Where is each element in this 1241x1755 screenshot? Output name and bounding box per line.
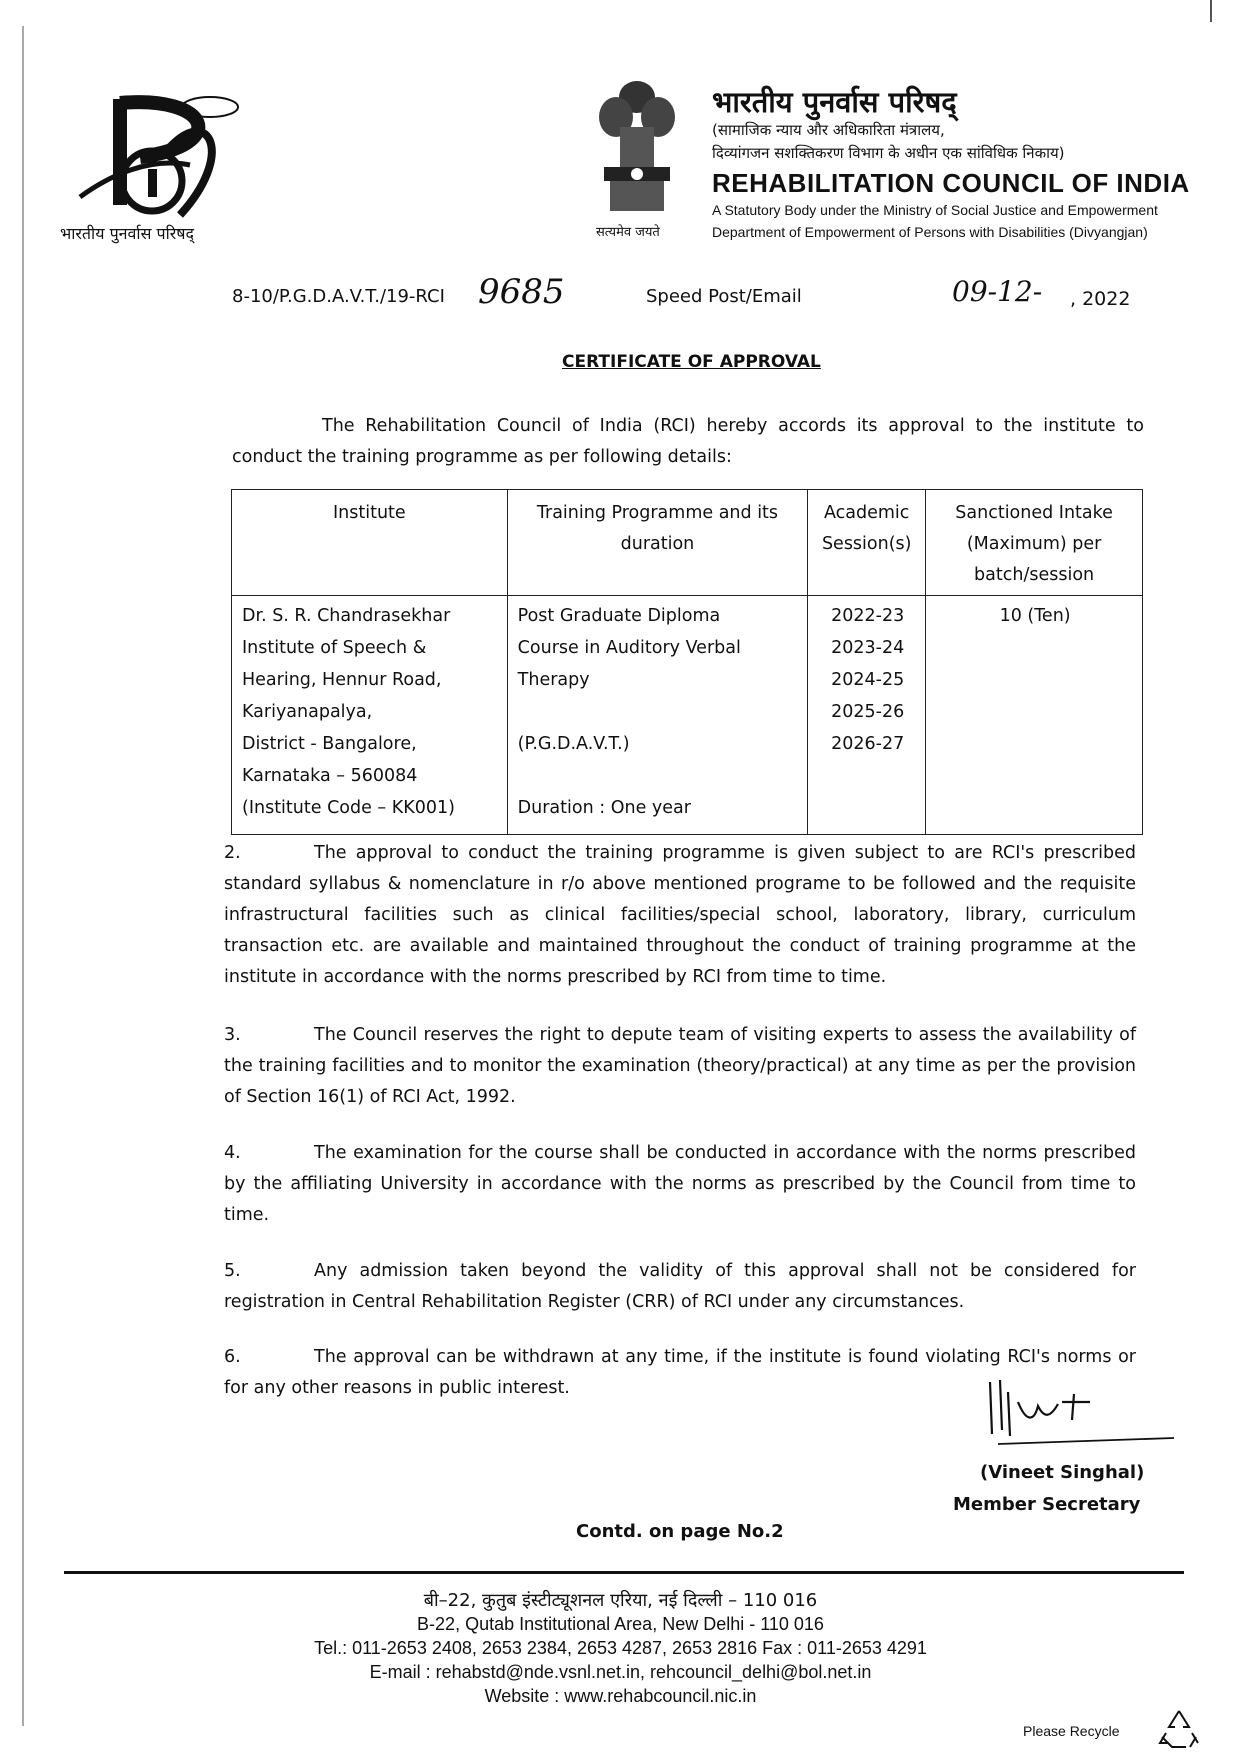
institute-line: Karnataka – 560084 (242, 766, 418, 786)
footer-phone: Tel.: 011-2653 2408, 2653 2384, 2653 4287, 2653 2816 Fax : 011-2653 4291 (314, 1638, 927, 1658)
header-intake: Sanctioned Intake (Maximum) per batch/session (926, 490, 1143, 596)
rci-logo-caption: भारतीय पुनर्वास परिषद् (60, 224, 194, 243)
paragraph-number: 6. (224, 1347, 241, 1367)
session-year: 2025-26 (831, 702, 905, 722)
national-emblem-icon (590, 75, 685, 220)
institute-cell (232, 596, 508, 835)
org-english-subtitle-2: Department of Empowerment of Persons with Disabilities (Divyangjan) (712, 224, 1148, 240)
paragraph-number: 5. (224, 1261, 241, 1281)
programme-line: Course in Auditory Verbal (517, 638, 741, 658)
institute-line: (Institute Code – KK001) (242, 798, 455, 818)
org-english-subtitle-1: A Statutory Body under the Ministry of Social Justice and Empowerment (712, 202, 1158, 218)
paragraph-text: The approval to conduct the training programme is given subject to are RCI's prescribed standard syllabus & nomenclature in r/o above mentioned programe to be followed and the requisite infrastructural facilities such as clinical facilities/special school, laboratory, library, curriculum transaction etc. are available and maintained throughout the conduct of training programme at the institute in accordance with the norms prescribed by RCI from time to time. (224, 843, 1136, 987)
programme-abbreviation: (P.G.D.A.V.T.) (517, 734, 630, 754)
handwritten-dispatch-number: 9685 (478, 272, 565, 312)
paragraph-5 (224, 1256, 1136, 1318)
intro-paragraph: The Rehabilitation Council of India (RCI) hereby accords its approval to the institute to conduct the training programme as per following details: (232, 416, 1144, 467)
header-institute: Institute (232, 490, 508, 596)
header-programme: Training Programme and its duration (507, 490, 808, 596)
handwritten-date: 09-12- (952, 275, 1043, 308)
recycle-icon (1156, 1707, 1202, 1751)
session-year: 2024-25 (831, 670, 905, 690)
footer-email: E-mail : rehabstd@nde.vsnl.net.in, rehcouncil_delhi@bol.net.in (369, 1662, 872, 1682)
session-year: 2026-27 (831, 734, 905, 754)
footer-address-hindi: बी–22, कुतुब इंस्टीट्यूशनल एरिया, नई दिल्ली – 110 016 (423, 1590, 818, 1611)
header-session: Academic Session(s) (808, 490, 926, 596)
signatory-title: Member Secretary (953, 1494, 1141, 1515)
paragraph-text: The Council reserves the right to depute team of visiting experts to assess the availability of the training facilities and to monitor the examination (theory/practical) at any time as per the provision of Section 16(1) of RCI Act, 1992. (224, 1025, 1136, 1107)
paragraph-number: 3. (224, 1025, 241, 1045)
scan-corner-mark (1210, 0, 1212, 22)
institute-line: Dr. S. R. Chandrasekhar (242, 606, 451, 626)
institute-line: District - Bangalore, (242, 734, 417, 754)
org-hindi-subtitle-1: (सामाजिक न्याय और अधिकारिता मंत्रालय, (712, 121, 945, 139)
institute-line: Institute of Speech & (242, 638, 427, 658)
footer-website: Website : www.rehabcouncil.nic.in (484, 1686, 757, 1706)
signature (978, 1372, 1178, 1452)
intake-value: 10 (Ten) (999, 606, 1071, 626)
programme-cell (507, 596, 808, 835)
footer-address-english: B-22, Qutab Institutional Area, New Delhi - 110 016 (417, 1614, 824, 1634)
dispatch-mode: Speed Post/Email (646, 286, 802, 307)
institute-line: Hearing, Hennur Road, (242, 670, 442, 690)
table-header-row (232, 490, 1143, 596)
date-year: , 2022 (1070, 288, 1131, 310)
paragraph-number: 4. (224, 1143, 241, 1163)
org-hindi-name: भारतीय पुनर्वास परिषद् (712, 85, 957, 119)
paragraph-text: The examination for the course shall be conducted in accordance with the norms prescribed by the affiliating University in accordance with the norms as prescribed by the Council from time to time. (224, 1143, 1136, 1225)
recycle-label: Please Recycle (1023, 1723, 1120, 1739)
approval-table (231, 489, 1143, 835)
intake-cell (926, 596, 1143, 835)
institute-line: Kariyanapalya, (242, 702, 373, 722)
session-year: 2023-24 (831, 638, 905, 658)
table-row (232, 596, 1143, 835)
paragraph-text: Any admission taken beyond the validity of this approval shall not be considered for registration in Central Rehabilitation Register (CRR) of RCI under any circumstances. (224, 1261, 1136, 1312)
file-number: 8-10/P.G.D.A.V.T./19-RCI (232, 286, 445, 307)
paragraph-2 (224, 838, 1136, 993)
session-cell (808, 596, 926, 835)
org-english-name: REHABILITATION COUNCIL OF INDIA (712, 168, 1190, 198)
paragraph-text: The approval can be withdrawn at any time, if the institute is found violating RCI's norms or for any other reasons in public interest. (224, 1347, 1136, 1398)
signatory-name: (Vineet Singhal) (980, 1462, 1145, 1483)
org-hindi-subtitle-2: दिव्यांगजन सशक्तिकरण विभाग के अधीन एक सांविधिक निकाय) (712, 144, 1065, 162)
programme-line: Therapy (517, 670, 590, 690)
programme-duration: Duration : One year (517, 798, 691, 818)
continuation-note: Contd. on page No.2 (576, 1521, 784, 1542)
paragraph-4 (224, 1138, 1136, 1231)
footer-divider (64, 1571, 1184, 1574)
paragraph-number: 2. (224, 843, 241, 863)
certificate-title: CERTIFICATE OF APPROVAL (562, 352, 821, 372)
emblem-caption: सत्यमेव जयते (596, 225, 660, 240)
paragraph-3 (224, 1020, 1136, 1113)
session-year: 2022-23 (831, 606, 905, 626)
programme-line: Post Graduate Diploma (517, 606, 721, 626)
rci-logo (60, 85, 240, 235)
scan-margin-mark (22, 26, 24, 1726)
